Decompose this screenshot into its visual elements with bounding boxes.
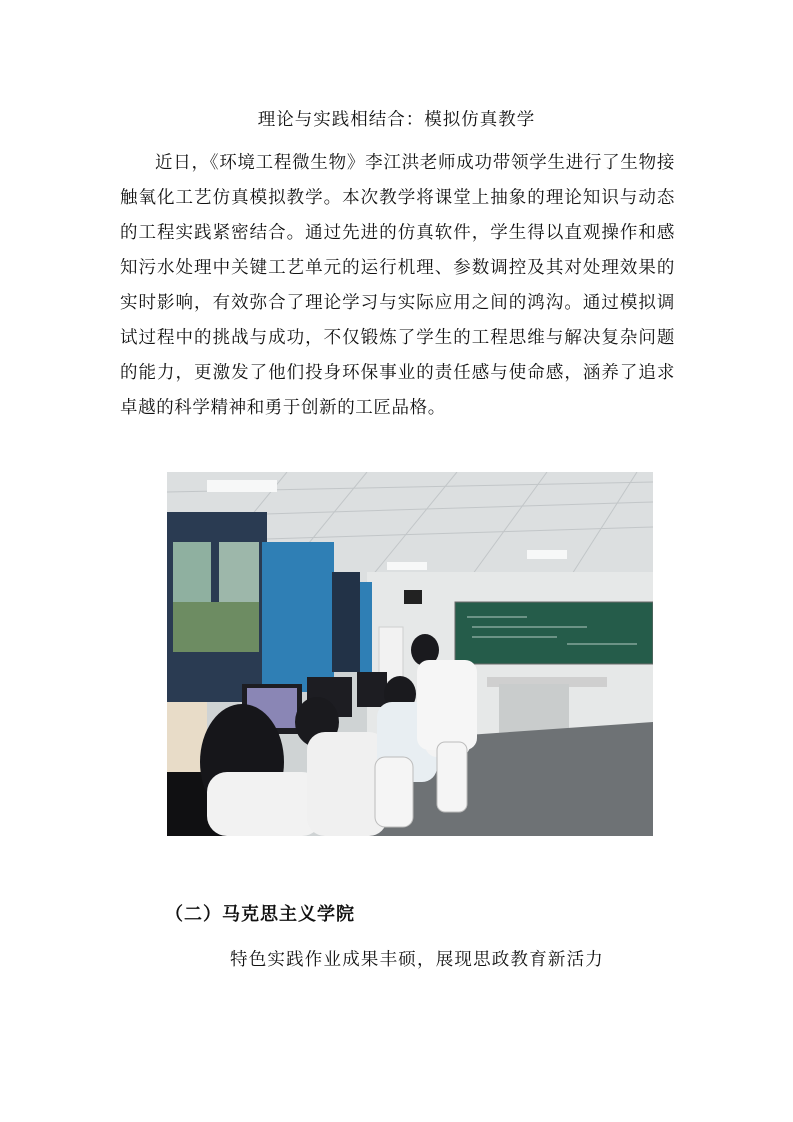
classroom-photo [167, 472, 653, 836]
section-heading: （二）马克思主义学院 [165, 904, 355, 925]
section-subtitle: 特色实践作业成果丰硕，展现思政教育新活力 [230, 950, 604, 970]
article-title: 理论与实践相结合：模拟仿真教学 [257, 110, 536, 130]
article-paragraph: 近日，《环境工程微生物》李江洪老师成功带领学生进行了生物接触氧化工艺仿真模拟教学。本次教学将课堂上抽象的理论知识与动态的工程实践紧密结合。通过先进的仿真软件，学生得以直观操作和感知污水处理中关键工艺单元的运行机理、参数调控及其对处理效果的实时影响，有效弥合了理论学习与实际应用之间的鸿沟。通过模拟调试过程中的挑战与成功，不仅锻炼了学生的工程思维与解决复杂问题的能力，更激发了他们投身环保事业的责任感与使命感，涵养了追求卓越的科学精神和勇于创新的工匠品格。 [120, 153, 675, 418]
